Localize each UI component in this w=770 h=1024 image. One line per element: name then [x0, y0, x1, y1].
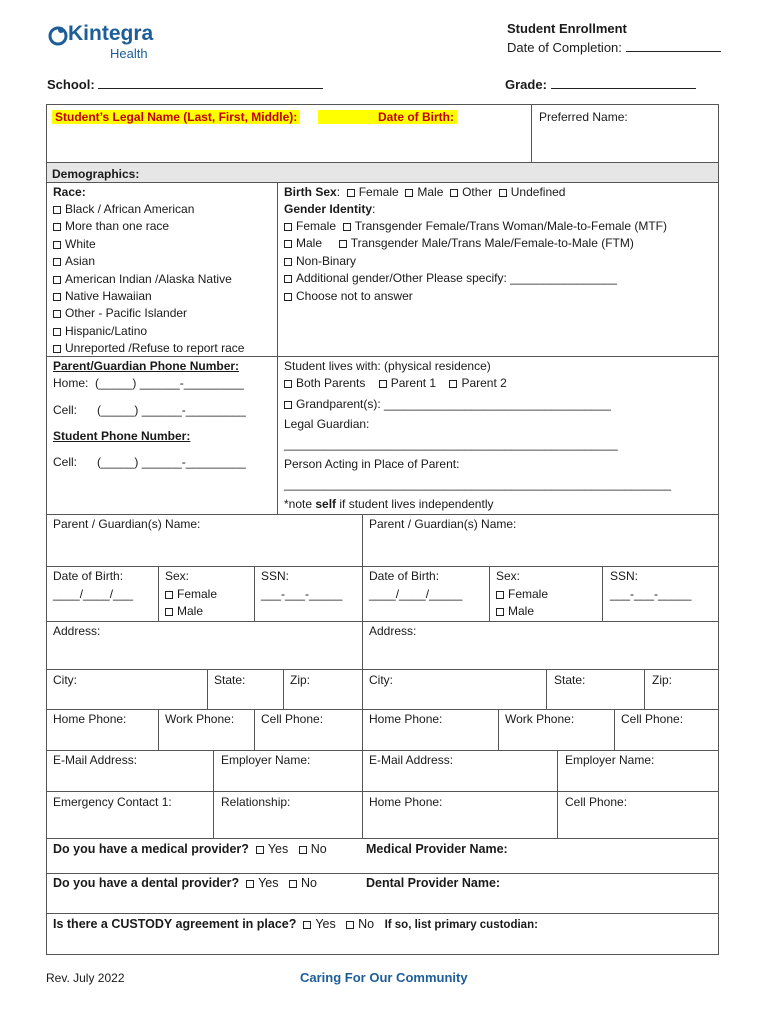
checkbox[interactable]: [284, 240, 292, 248]
guardian1-email-label: E-Mail Address:: [53, 753, 138, 767]
lives-with-option: Both Parents: [296, 376, 366, 390]
gender-row: [284, 254, 356, 268]
lives-with-option: Parent 1: [390, 376, 437, 390]
demographics-heading: Demographics:: [52, 167, 140, 181]
checkbox[interactable]: [53, 293, 61, 301]
school-label: School:: [47, 77, 95, 92]
acting-parent-label: Person Acting in Place of Parent:: [284, 457, 460, 471]
student-cell-blank: (_____) ______-_________: [97, 455, 246, 469]
race-option[interactable]: [53, 202, 244, 219]
guardian2-work-phone-label: Work Phone:: [505, 712, 575, 726]
gender-row: [284, 219, 667, 233]
gender-row: [284, 236, 634, 250]
checkbox[interactable]: [53, 328, 61, 336]
guardian2-sex-label: Sex:: [496, 569, 521, 583]
checkbox[interactable]: [499, 189, 507, 197]
race-option-label: White: [65, 236, 96, 251]
gender-option: Non-Binary: [296, 254, 357, 268]
guardian1-state-label: State:: [214, 673, 246, 687]
logo-name: Kintegra: [68, 22, 154, 45]
checkbox[interactable]: [496, 608, 504, 616]
checkbox[interactable]: [53, 223, 61, 231]
dental-question-label: Do you have a dental provider?: [53, 876, 240, 890]
gender-identity-heading: Gender Identity:: [284, 202, 376, 216]
checkbox[interactable]: [284, 275, 292, 283]
race-option-label: Hispanic/Latino: [65, 323, 148, 338]
completion-blank[interactable]: [626, 51, 721, 52]
race-option-label: Black / African American: [65, 202, 195, 216]
medical-question: [53, 842, 327, 856]
guardian1-ssn-label: SSN:: [261, 569, 290, 583]
checkbox[interactable]: [165, 608, 173, 616]
guardian1-sex-male[interactable]: [165, 604, 203, 618]
checkbox[interactable]: [450, 189, 458, 197]
birth-sex-option: Other: [462, 185, 493, 199]
race-option[interactable]: [53, 306, 244, 323]
medical-provider-name-label: Medical Provider Name:: [366, 842, 508, 856]
grade-field[interactable]: [505, 77, 696, 92]
checkbox[interactable]: [346, 921, 354, 929]
guardian2-ssn-label: SSN:: [610, 569, 639, 583]
guardian2-address-label: Address:: [369, 624, 417, 638]
checkbox[interactable]: [53, 276, 61, 284]
guardian2-home-phone-label: Home Phone:: [369, 712, 443, 726]
gender-option: Male: [296, 236, 323, 250]
guardian1-dob-blank: ____/____/___: [53, 587, 134, 601]
dental-provider-name-label: Dental Provider Name:: [366, 876, 501, 890]
guardian2-state-label: State:: [554, 673, 586, 687]
race-option[interactable]: [53, 289, 244, 306]
preferred-name-label: Preferred Name:: [539, 110, 628, 124]
checkbox[interactable]: [303, 921, 311, 929]
gender-option: Choose not to answer: [296, 289, 413, 303]
race-option-label: Unreported /Refuse to report race: [65, 341, 245, 356]
cell-phone-row[interactable]: [53, 403, 246, 417]
race-option[interactable]: [53, 254, 244, 271]
checkbox[interactable]: [347, 189, 355, 197]
race-option[interactable]: [53, 237, 244, 254]
revision-date: Rev. July 2022: [46, 971, 125, 985]
demographics-heading-cell: [46, 162, 719, 183]
student-phone-heading: Student Phone Number:: [53, 429, 191, 443]
checkbox[interactable]: [289, 880, 297, 888]
yes-option: Yes: [267, 842, 289, 856]
race-option[interactable]: [53, 324, 244, 341]
gender-row: [284, 289, 413, 303]
checkbox[interactable]: [284, 380, 292, 388]
birth-sex-row: Birth Sex: Female Male Other Undefined: [284, 185, 566, 199]
guardian2-name-label: Parent / Guardian(s) Name:: [369, 517, 517, 531]
cell-blank: (_____) ______-_________: [97, 403, 246, 417]
checkbox[interactable]: [379, 380, 387, 388]
lives-with-label: Student lives with: (physical residence): [284, 359, 491, 373]
guardian2-sex-male[interactable]: [496, 604, 534, 618]
medical-question-label: Do you have a medical provider?: [53, 842, 249, 856]
race-option-label: Native Hawaiian: [65, 288, 152, 303]
race-option[interactable]: [53, 219, 244, 236]
checkbox[interactable]: [343, 223, 351, 231]
form-title: Student Enrollment: [507, 21, 627, 36]
guardian1-cell-phone-label: Cell Phone:: [261, 712, 324, 726]
checkbox[interactable]: [246, 880, 254, 888]
custody-question-label: Is there a CUSTODY agreement in place?: [53, 917, 297, 931]
student-cell-label: Cell:: [53, 455, 78, 469]
sex-option: Female: [177, 587, 218, 601]
guardian2-dob-blank: ____/____/_____: [369, 587, 463, 601]
independent-note: [284, 497, 493, 511]
checkbox[interactable]: [53, 241, 61, 249]
lives-with-options: [284, 376, 507, 390]
gender-row: [284, 271, 617, 285]
slogan: Caring For Our Community: [300, 970, 468, 985]
race-option-label: Other - Pacific Islander: [65, 306, 188, 321]
legal-guardian-label: Legal Guardian:: [284, 417, 370, 431]
emergency-cell-phone-label: Cell Phone:: [565, 795, 628, 809]
birth-sex-option: Female: [358, 185, 399, 199]
checkbox[interactable]: [284, 223, 292, 231]
relationship-label: Relationship:: [221, 795, 291, 809]
birth-sex-option: Male: [417, 185, 444, 199]
date-of-completion[interactable]: [507, 40, 721, 55]
note-suffix: if student lives independently: [336, 497, 494, 511]
grade-label: Grade:: [505, 77, 547, 92]
completion-label: Date of Completion:: [507, 40, 622, 55]
grade-blank[interactable]: [551, 88, 696, 89]
no-option: No: [358, 917, 375, 931]
gender-option: Additional gender/Other Please specify: ________________: [296, 271, 617, 285]
guardian1-employer-label: Employer Name:: [221, 753, 311, 767]
lives-with-option: Parent 2: [461, 376, 507, 390]
checkbox[interactable]: [405, 189, 413, 197]
checkbox[interactable]: [339, 240, 347, 248]
grandparent-label: Grandparent(s): __________________________________: [296, 397, 611, 411]
logo-subtitle: Health: [110, 46, 148, 61]
custody-question: [53, 917, 538, 931]
race-option-label: American Indian /Alaska Native: [65, 271, 232, 286]
checkbox[interactable]: [53, 206, 61, 214]
race-option-label: More than one race: [65, 219, 170, 234]
guardian1-sex-label: Sex:: [165, 569, 190, 583]
checkbox[interactable]: [284, 258, 292, 266]
acting-parent-line[interactable]: __________________________________________________________: [284, 477, 672, 491]
yes-option: Yes: [315, 917, 336, 931]
no-option: No: [300, 876, 317, 890]
custody-name-label: If so, list primary custodian:: [384, 919, 538, 931]
guardian2-city-label: City:: [369, 673, 393, 687]
checkbox[interactable]: [284, 401, 292, 409]
race-option[interactable]: [53, 272, 244, 289]
dental-question: [53, 876, 317, 890]
guardian1-zip-label: Zip:: [290, 673, 311, 687]
legal-name-label: Student’s Legal Name (Last, First, Middle):: [52, 110, 300, 124]
checkbox[interactable]: [284, 293, 292, 301]
sex-option: Male: [177, 604, 204, 618]
kintegra-logo-icon: [48, 26, 68, 46]
home-phone-row[interactable]: [53, 376, 244, 390]
emergency-contact-label: Emergency Contact 1:: [53, 795, 172, 809]
home-blank: (_____) ______-_________: [95, 376, 244, 390]
checkbox[interactable]: [256, 846, 264, 854]
checkbox[interactable]: [299, 846, 307, 854]
yes-option: Yes: [258, 876, 279, 890]
guardian1-city-label: City:: [53, 673, 77, 687]
legal-guardian-line[interactable]: __________________________________________________: [284, 437, 618, 451]
checkbox[interactable]: [53, 258, 61, 266]
birth-sex-option: Undefined: [510, 185, 566, 199]
no-option: No: [310, 842, 327, 856]
guardian2-dob-label: Date of Birth:: [369, 569, 440, 583]
home-label: Home:: [53, 376, 89, 390]
checkbox[interactable]: [53, 345, 61, 353]
gender-option: Female: [296, 219, 337, 233]
guardian1-work-phone-label: Work Phone:: [165, 712, 235, 726]
note-bold: self: [315, 497, 337, 511]
checkbox[interactable]: [165, 591, 173, 599]
guardian1-home-phone-label: Home Phone:: [53, 712, 127, 726]
sex-option: Male: [508, 604, 535, 618]
gender-identity-label: Gender Identity: [284, 202, 373, 216]
school-blank[interactable]: [98, 88, 323, 89]
guardian1-sex-female[interactable]: [165, 587, 217, 601]
school-field[interactable]: [47, 77, 323, 92]
checkbox[interactable]: [449, 380, 457, 388]
dob-label: Date of Birth:: [318, 110, 457, 124]
guardian1-dob-label: Date of Birth:: [53, 569, 124, 583]
guardian2-email-label: E-Mail Address:: [369, 753, 454, 767]
guardian1-ssn-blank: ___-___-_____: [261, 587, 343, 601]
guardian2-ssn-blank: ___-___-_____: [610, 587, 692, 601]
race-label: Race:: [53, 185, 86, 199]
gender-option: Transgender Male/Trans Male/Female-to-Male (FTM): [350, 236, 634, 250]
gender-option: Transgender Female/Trans Woman/Male-to-Female (MTF): [354, 219, 667, 233]
student-cell-row[interactable]: [53, 455, 246, 469]
emergency-home-phone-label: Home Phone:: [369, 795, 443, 809]
parent-phone-heading: Parent/Guardian Phone Number:: [53, 359, 240, 373]
guardian2-zip-label: Zip:: [652, 673, 673, 687]
grandparent-row[interactable]: [284, 397, 611, 411]
checkbox[interactable]: [53, 310, 61, 318]
sex-option: Female: [508, 587, 549, 601]
guardian2-cell-phone-label: Cell Phone:: [621, 712, 684, 726]
guardian1-name-label: Parent / Guardian(s) Name:: [53, 517, 201, 531]
birth-sex-label: Birth Sex: [284, 185, 337, 199]
race-option-label: Asian: [65, 254, 96, 269]
guardian2-employer-label: Employer Name:: [565, 753, 655, 767]
note-prefix: *note: [284, 497, 316, 511]
guardian1-address-label: Address:: [53, 624, 101, 638]
race-options: [53, 202, 244, 359]
checkbox[interactable]: [496, 591, 504, 599]
cell-label: Cell:: [53, 403, 78, 417]
guardian2-sex-female[interactable]: [496, 587, 548, 601]
